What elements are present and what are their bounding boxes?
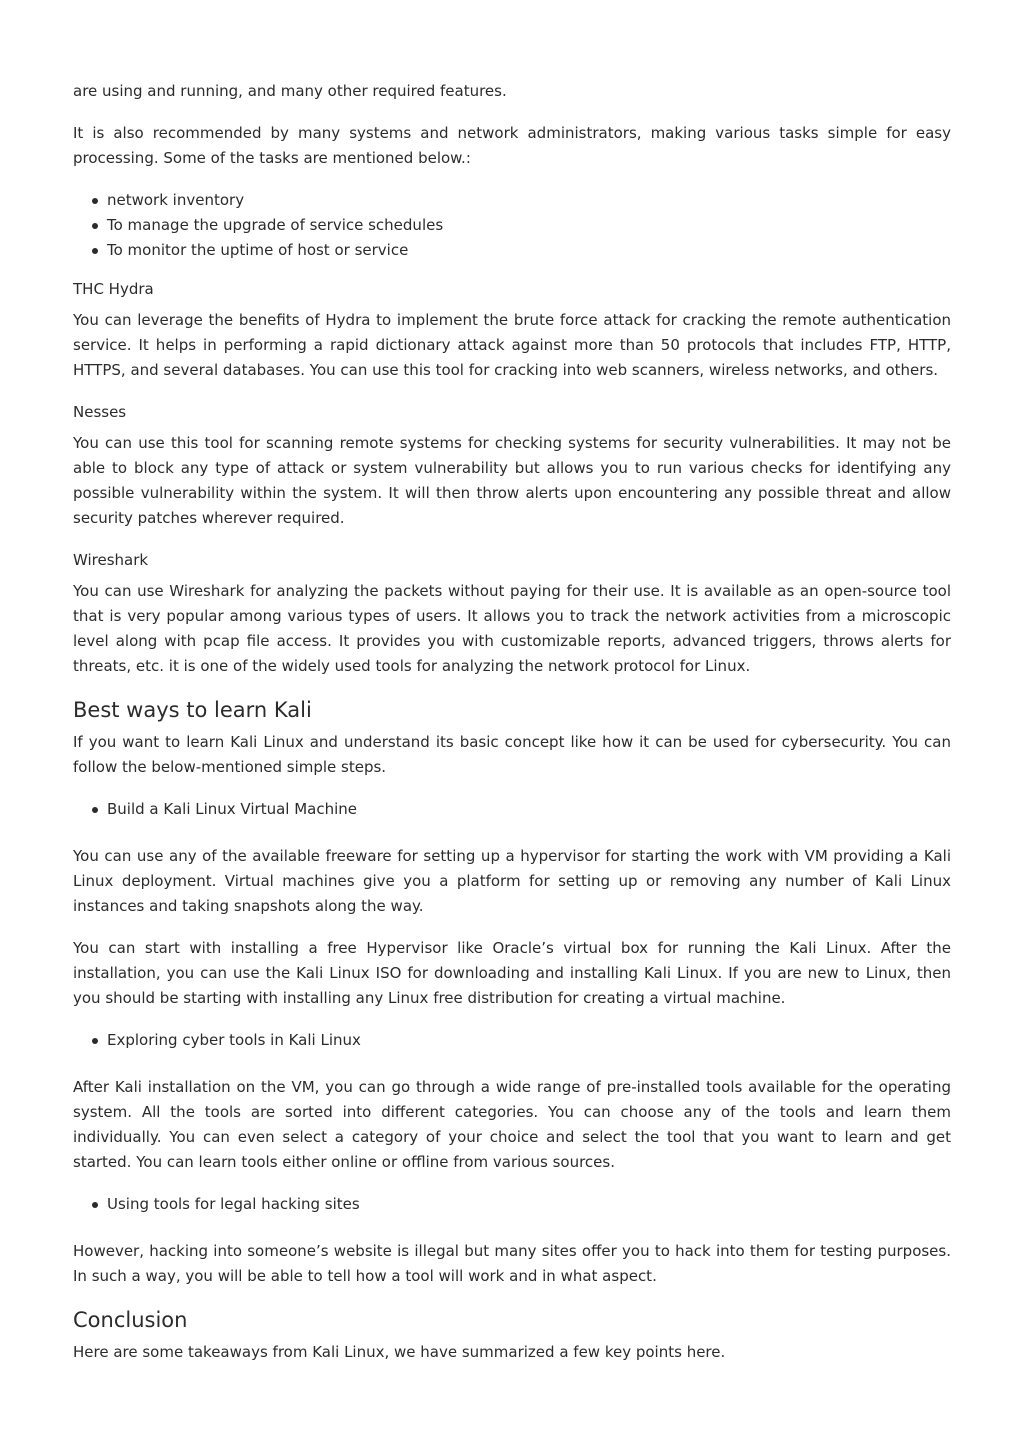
heading-conclusion: Conclusion — [73, 1308, 188, 1332]
paragraph-explore-tools: After Kali installation on the VM, you can go through a wide range of pre-installed tools available for the operating system. All the tools are sorted into different categories. You can choose any of the tools and learn them individually. You can even select a category of your choice and select the tool that you want to learn and get started. You can learn tools either online or offline from various sources. — [73, 1078, 951, 1171]
step-list-1 — [73, 797, 951, 822]
paragraph-vm-hypervisor: You can start with installing a free Hypervisor like Oracle’s virtual box for running the Kali Linux. After the installation, you can use the Kali Linux ISO for downloading and installing Kali Linux. If you are new to Linux, then you should be starting with installing any Linux free distribution for creating a virtual machine. — [73, 939, 951, 1007]
list-item: Exploring cyber tools in Kali Linux — [107, 1028, 951, 1053]
heading-best-ways-to-learn: Best ways to learn Kali — [73, 698, 312, 722]
list-item: Using tools for legal hacking sites — [107, 1192, 951, 1217]
document-page — [73, 79, 951, 1365]
paragraph-hydra: You can leverage the benefits of Hydra to implement the brute force attack for cracking the remote authentication service. It helps in performing a rapid dictionary attack against more than 50 protocols that includes FTP, HTTP, HTTPS, and several databases. You can use this tool for cracking into web scanners, wireless networks, and others. — [73, 311, 951, 379]
paragraph-learn-intro: If you want to learn Kali Linux and understand its basic concept like how it can be used for cybersecurity. You can follow the below-mentioned simple steps. — [73, 733, 951, 776]
subheading-thc-hydra: THC Hydra — [73, 280, 154, 298]
list-item: To monitor the uptime of host or service — [107, 238, 951, 263]
list-item: Build a Kali Linux Virtual Machine — [107, 797, 951, 822]
paragraph-vm-freeware: You can use any of the available freeware for setting up a hypervisor for starting the work with VM providing a Kali Linux deployment. Virtual machines give you a platform for setting up or removing any number of Kali Linux instances and taking snapshots along the way. — [73, 847, 951, 915]
list-item: network inventory — [107, 188, 951, 213]
tasks-list — [73, 188, 951, 263]
paragraph-recommended: It is also recommended by many systems and network administrators, making various tasks simple for easy processing. Some of the tasks are mentioned below.: — [73, 124, 951, 167]
step-list-2 — [73, 1028, 951, 1053]
paragraph-nesses: You can use this tool for scanning remote systems for checking systems for security vulnerabilities. It may not be able to block any type of attack or system vulnerability but allows you to run various checks for identifying any possible vulnerability within the system. It will then throw alerts upon encountering any possible threat and allow security patches wherever required. — [73, 434, 951, 527]
paragraph-conclusion: Here are some takeaways from Kali Linux, we have summarized a few key points here. — [73, 1343, 726, 1361]
step-list-3 — [73, 1192, 951, 1217]
paragraph-legal-hacking: However, hacking into someone’s website is illegal but many sites offer you to hack into them for testing purposes. In such a way, you will be able to tell how a tool will work and in what aspect. — [73, 1242, 951, 1285]
subheading-nesses: Nesses — [73, 403, 127, 421]
subheading-wireshark: Wireshark — [73, 551, 149, 569]
paragraph-wireshark: You can use Wireshark for analyzing the packets without paying for their use. It is available as an open-source tool that is very popular among various types of users. It allows you to track the network activities from a microscopic level along with pcap file access. It provides you with customizable reports, advanced triggers, throws alerts for threats, etc. it is one of the widely used tools for analyzing the network protocol for Linux. — [73, 582, 951, 675]
list-item: To manage the upgrade of service schedules — [107, 213, 951, 238]
paragraph-intro-tail: are using and running, and many other required features. — [73, 82, 507, 100]
